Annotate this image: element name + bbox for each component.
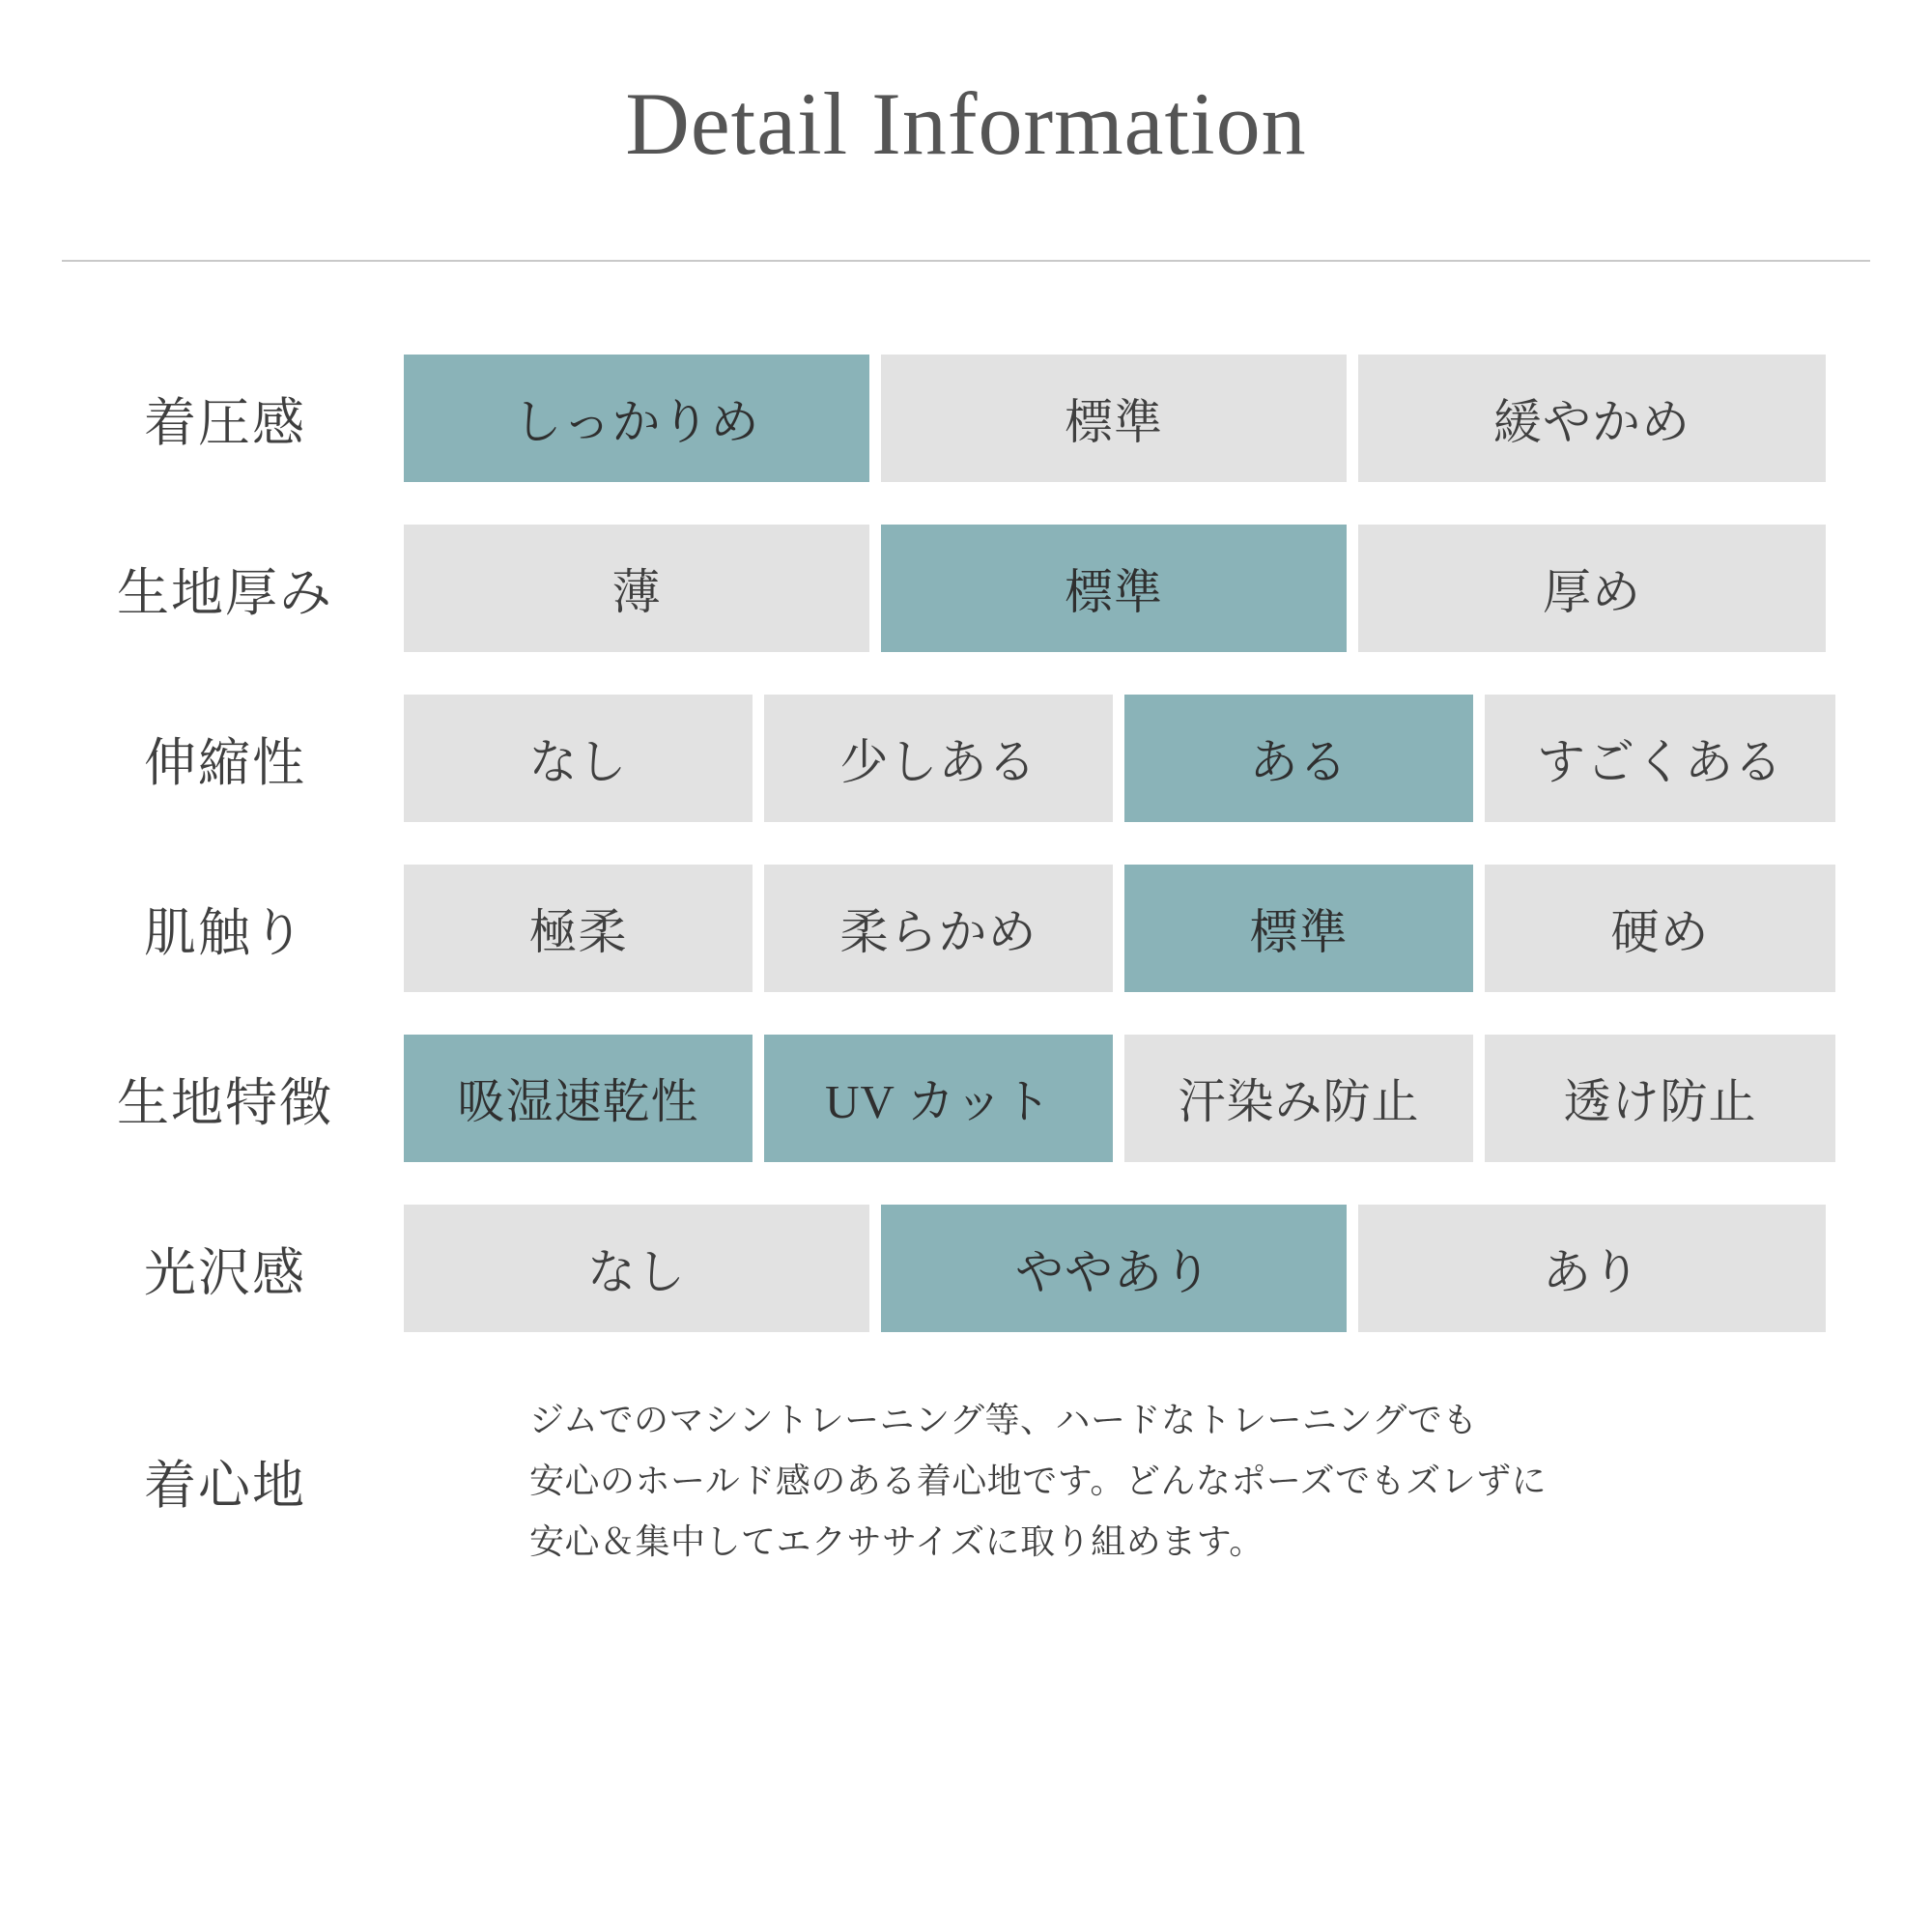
option-cell[interactable]: あり — [1358, 1205, 1826, 1332]
option-cell[interactable]: 標準 — [881, 355, 1347, 482]
option-cell[interactable]: 汗染み防止 — [1124, 1035, 1473, 1162]
option-cell[interactable]: 標準 — [1124, 865, 1473, 992]
comfort-description — [404, 1390, 1886, 1573]
table-row — [46, 355, 1886, 482]
option-group-gloss — [404, 1205, 1886, 1332]
option-group-thickness — [404, 525, 1886, 652]
option-cell[interactable]: 薄 — [404, 525, 869, 652]
row-label-fabric-features: 生地特徴 — [117, 1073, 333, 1132]
option-cell[interactable]: 標準 — [881, 525, 1347, 652]
spec-table — [0, 355, 1932, 1573]
row-label-stretch: 伸縮性 — [144, 733, 306, 792]
comfort-description-line: 安心＆集中してエクササイズに取り組めます。 — [529, 1522, 1264, 1562]
table-row — [46, 1035, 1886, 1162]
row-label-thickness: 生地厚み — [117, 563, 333, 622]
row-label-gloss: 光沢感 — [144, 1243, 306, 1302]
row-label-comfort: 着心地 — [144, 1457, 306, 1516]
option-cell[interactable]: すごくある — [1485, 695, 1835, 822]
comfort-description-line: 安心のホールド感のある着心地です。どんなポーズでもズレずに — [529, 1462, 1548, 1501]
option-cell[interactable]: 緩やかめ — [1358, 355, 1826, 482]
table-row — [46, 1205, 1886, 1332]
option-group-fabric-features — [404, 1035, 1886, 1162]
table-row — [46, 865, 1886, 992]
option-group-stretch — [404, 695, 1886, 822]
table-row — [46, 525, 1886, 652]
option-cell[interactable]: なし — [404, 1205, 869, 1332]
option-cell[interactable]: 柔らかめ — [764, 865, 1113, 992]
option-group-texture — [404, 865, 1886, 992]
option-cell[interactable]: 極柔 — [404, 865, 753, 992]
option-cell[interactable]: UV カット — [764, 1035, 1113, 1162]
option-group-compression — [404, 355, 1886, 482]
comfort-description-line: ジムでのマシントレーニング等、ハードなトレーニングでも — [529, 1401, 1478, 1440]
row-label-compression: 着圧感 — [144, 393, 306, 452]
option-cell[interactable]: 厚め — [1358, 525, 1826, 652]
option-cell[interactable]: しっかりめ — [404, 355, 869, 482]
option-cell[interactable]: ある — [1124, 695, 1473, 822]
option-cell[interactable]: 吸湿速乾性 — [404, 1035, 753, 1162]
header-divider — [62, 260, 1870, 262]
row-label-texture: 肌触り — [144, 903, 306, 962]
option-cell[interactable]: ややあり — [881, 1205, 1347, 1332]
table-row — [46, 695, 1886, 822]
option-cell[interactable]: 透け防止 — [1485, 1035, 1835, 1162]
option-cell[interactable]: 少しある — [764, 695, 1113, 822]
option-cell[interactable]: なし — [404, 695, 753, 822]
page-title: Detail Information — [625, 74, 1307, 173]
option-cell[interactable]: 硬め — [1485, 865, 1835, 992]
table-row-comfort — [46, 1390, 1886, 1573]
